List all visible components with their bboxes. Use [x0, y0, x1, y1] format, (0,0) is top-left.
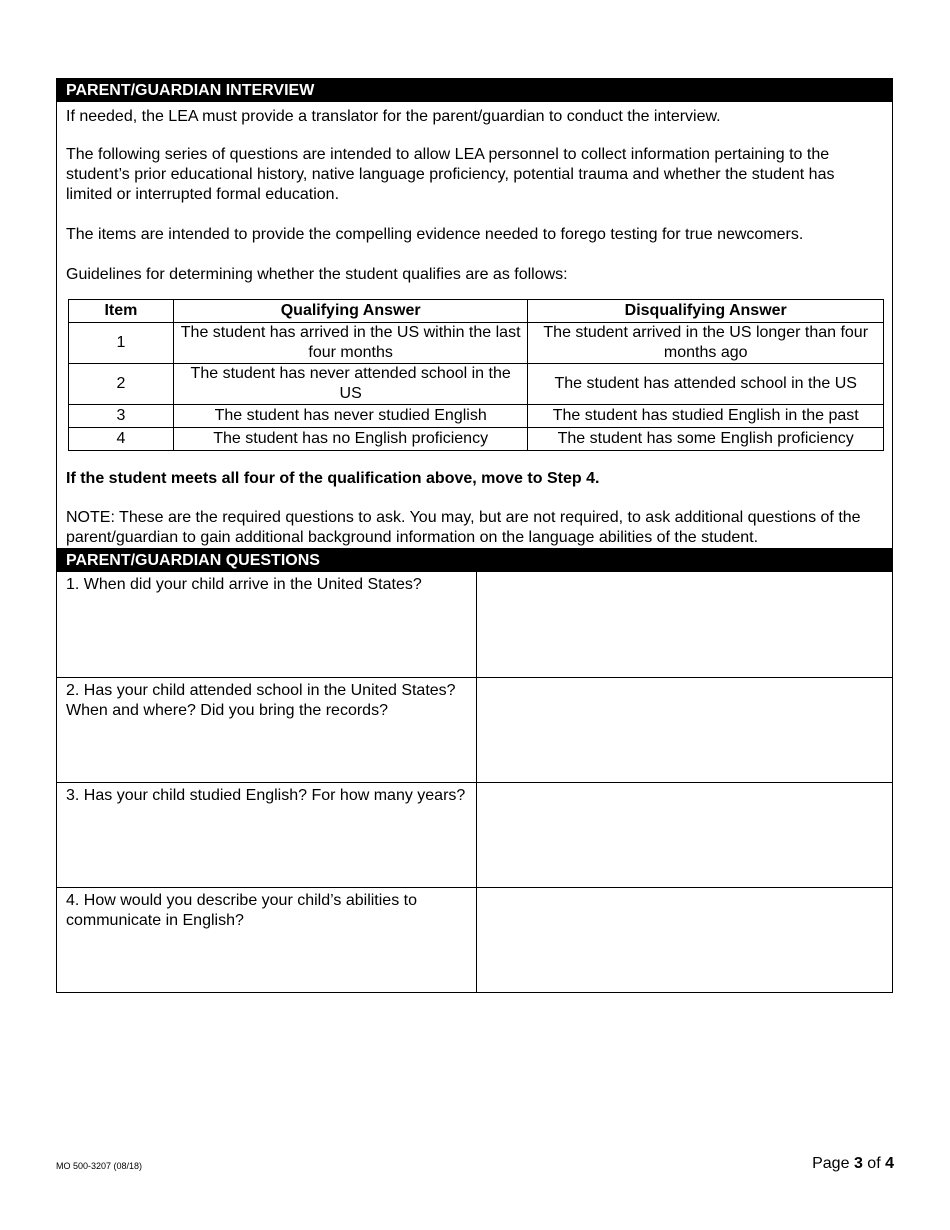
purpose-paragraph: The following series of questions are intended to allow LEA personnel to collect information pertaining to the student’s prior educational history, native language proficiency, potential trauma and whether the student has limited or interrupted formal education. [66, 146, 835, 203]
header-disqualifying: Disqualifying Answer [528, 300, 884, 323]
questions-table [57, 572, 892, 993]
item-number: 3 [69, 405, 174, 428]
qualifying-answer: The student has arrived in the US within the last four months [173, 323, 528, 364]
answer-field[interactable] [476, 887, 892, 992]
guidelines-table [68, 299, 884, 451]
guidelines-intro: Guidelines for determining whether the student qualifies are as follows: [66, 266, 568, 283]
qualifying-answer: The student has no English proficiency [173, 428, 528, 451]
table-row [69, 405, 884, 428]
disqualifying-answer: The student arrived in the US longer than four months ago [528, 323, 884, 364]
question-text: 2. Has your child attended school in the United States? When and where? Did you bring the records? [57, 677, 476, 782]
after-table-text [57, 451, 892, 548]
table-row [69, 323, 884, 364]
page-current: 3 [853, 1155, 863, 1172]
disqualifying-answer: The student has studied English in the past [528, 405, 884, 428]
question-row [57, 677, 892, 782]
qualifying-answer: The student has never studied English [173, 405, 528, 428]
note-paragraph: NOTE: These are the required questions to ask. You may, but are not required, to ask additional questions of the parent/guardian to gain additional background information on the language abilities of the student. [66, 509, 861, 546]
table-row [69, 364, 884, 405]
item-number: 1 [69, 323, 174, 364]
question-row [57, 887, 892, 992]
item-number: 2 [69, 364, 174, 405]
qualification-statement: If the student meets all four of the qualification above, move to Step 4. [66, 470, 600, 487]
disqualifying-answer: The student has some English proficiency [528, 428, 884, 451]
question-text: 4. How would you describe your child’s abilities to communicate in English? [57, 887, 476, 992]
interview-intro [57, 102, 892, 285]
answer-field[interactable] [476, 677, 892, 782]
translator-note: If needed, the LEA must provide a translator for the parent/guardian to conduct the interview. [66, 108, 721, 125]
header-item: Item [69, 300, 174, 323]
page-number [812, 1155, 894, 1173]
evidence-paragraph: The items are intended to provide the compelling evidence needed to forego testing for true newcomers. [66, 226, 804, 243]
question-text: 3. Has your child studied English? For how many years? [57, 782, 476, 887]
table-row [69, 428, 884, 451]
item-number: 4 [69, 428, 174, 451]
answer-field[interactable] [476, 572, 892, 677]
question-row [57, 782, 892, 887]
questions-section-header: PARENT/GUARDIAN QUESTIONS [57, 548, 892, 572]
disqualifying-answer: The student has attended school in the US [528, 364, 884, 405]
page-of: of [867, 1155, 881, 1172]
page-label: Page [812, 1155, 850, 1172]
qualifying-answer: The student has never attended school in the US [173, 364, 528, 405]
question-row [57, 572, 892, 677]
question-text: 1. When did your child arrive in the United States? [57, 572, 476, 677]
interview-section-header: PARENT/GUARDIAN INTERVIEW [57, 78, 892, 102]
form-id: MO 500-3207 (08/18) [56, 1161, 143, 1171]
form-page [56, 78, 893, 993]
answer-field[interactable] [476, 782, 892, 887]
guidelines-header-row [69, 300, 884, 323]
header-qualifying: Qualifying Answer [173, 300, 528, 323]
page-total: 4 [885, 1155, 894, 1172]
